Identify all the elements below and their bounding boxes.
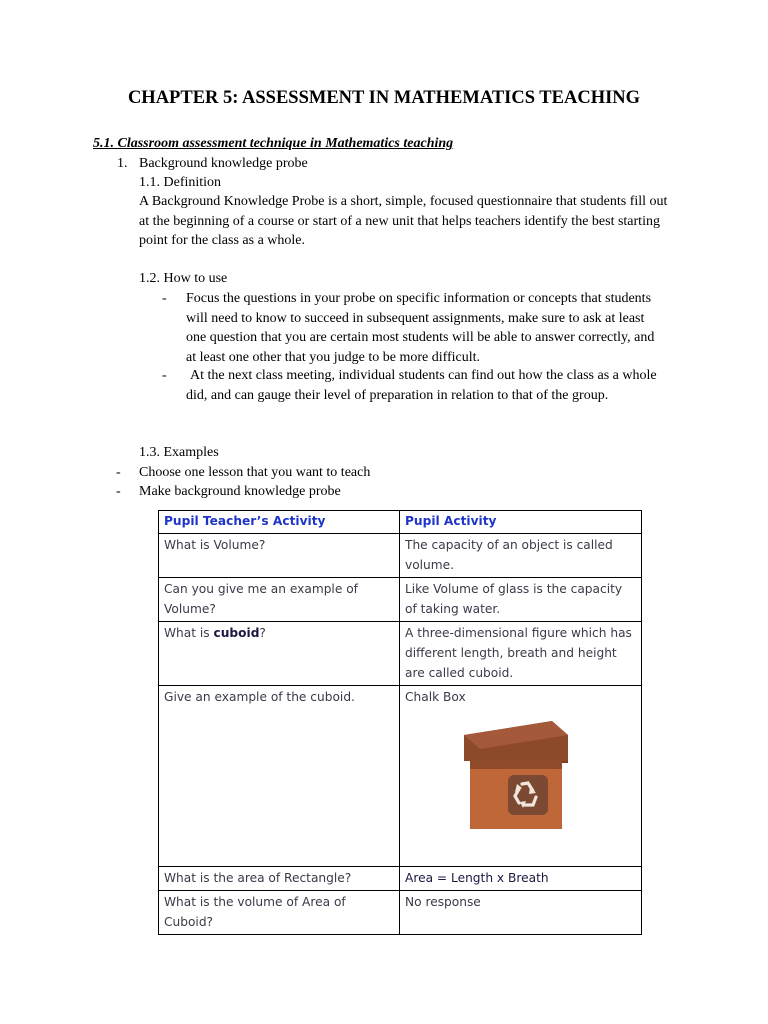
probe-activity-table xyxy=(158,510,642,935)
definition-text: A Background Knowledge Probe is a short, simple, focused questionnaire that students fill out at the beginning of a course or start of a new unit that helps teachers identify the best starting point for the class as a whole. xyxy=(139,194,668,249)
header-teacher-activity: Pupil Teacher’s Activity xyxy=(159,511,400,534)
pupil-cell: A three-dimensional figure which has different length, breath and height are called cuboid. xyxy=(400,622,642,686)
teacher-cell xyxy=(159,622,400,686)
item-number: 1. xyxy=(117,156,128,171)
pupil-cell: Area = Length x Breath xyxy=(400,867,642,891)
pupil-cell xyxy=(400,686,642,867)
table-row xyxy=(159,867,642,891)
bullet-dash: - xyxy=(116,465,121,480)
table-row xyxy=(159,891,642,935)
section-heading: 5.1. Classroom assessment technique in Mathematics teaching xyxy=(93,136,454,151)
recycle-box-icon xyxy=(462,721,582,833)
teacher-cell: Give an example of the cuboid. xyxy=(159,686,400,867)
examples-bullet-2: Make background knowledge probe xyxy=(139,484,341,499)
teacher-cell-prefix: What is xyxy=(164,626,214,640)
teacher-cell: What is the area of Rectangle? xyxy=(159,867,400,891)
teacher-cell: What is the volume of Area of Cuboid? xyxy=(159,891,400,935)
examples-bullet-1: Choose one lesson that you want to teach xyxy=(139,465,371,480)
item-label: Background knowledge probe xyxy=(139,156,308,171)
box-shadow xyxy=(470,761,562,769)
cuboid-term: cuboid xyxy=(213,626,260,640)
teacher-cell: What is Volume? xyxy=(159,534,400,578)
bullet-dash: - xyxy=(116,484,121,499)
definition-heading: 1.1. Definition xyxy=(139,175,222,190)
table-row xyxy=(159,578,642,622)
teacher-cell: Can you give me an example of Volume? xyxy=(159,578,400,622)
table-row xyxy=(159,534,642,578)
examples-heading: 1.3. Examples xyxy=(139,445,219,460)
pupil-cell-text: Chalk Box xyxy=(405,690,466,704)
table-header-row xyxy=(159,511,642,534)
how-to-use-bullet-2: At the next class meeting, individual students can find out how the class as a whole did, and can gauge their level of preparation in relation to that of the group. xyxy=(186,368,657,403)
table-row xyxy=(159,622,642,686)
bullet-dash: - xyxy=(162,291,167,306)
teacher-cell-suffix: ? xyxy=(259,626,266,640)
pupil-cell: Like Volume of glass is the capacity of taking water. xyxy=(400,578,642,622)
chapter-title: CHAPTER 5: ASSESSMENT IN MATHEMATICS TEACHING xyxy=(127,88,641,108)
pupil-cell: The capacity of an object is called volume. xyxy=(400,534,642,578)
how-to-use-heading: 1.2. How to use xyxy=(139,271,228,286)
how-to-use-bullet-1: Focus the questions in your probe on specific information or concepts that students will need to know to succeed in subsequent assignments, make sure to ask at least one question that you are certain most students will be able to answer correctly, and at least one other that you judge to be more difficult. xyxy=(186,291,655,365)
table-row xyxy=(159,686,642,867)
pupil-cell: No response xyxy=(400,891,642,935)
header-pupil-activity: Pupil Activity xyxy=(400,511,642,534)
bullet-dash: - xyxy=(162,368,167,383)
